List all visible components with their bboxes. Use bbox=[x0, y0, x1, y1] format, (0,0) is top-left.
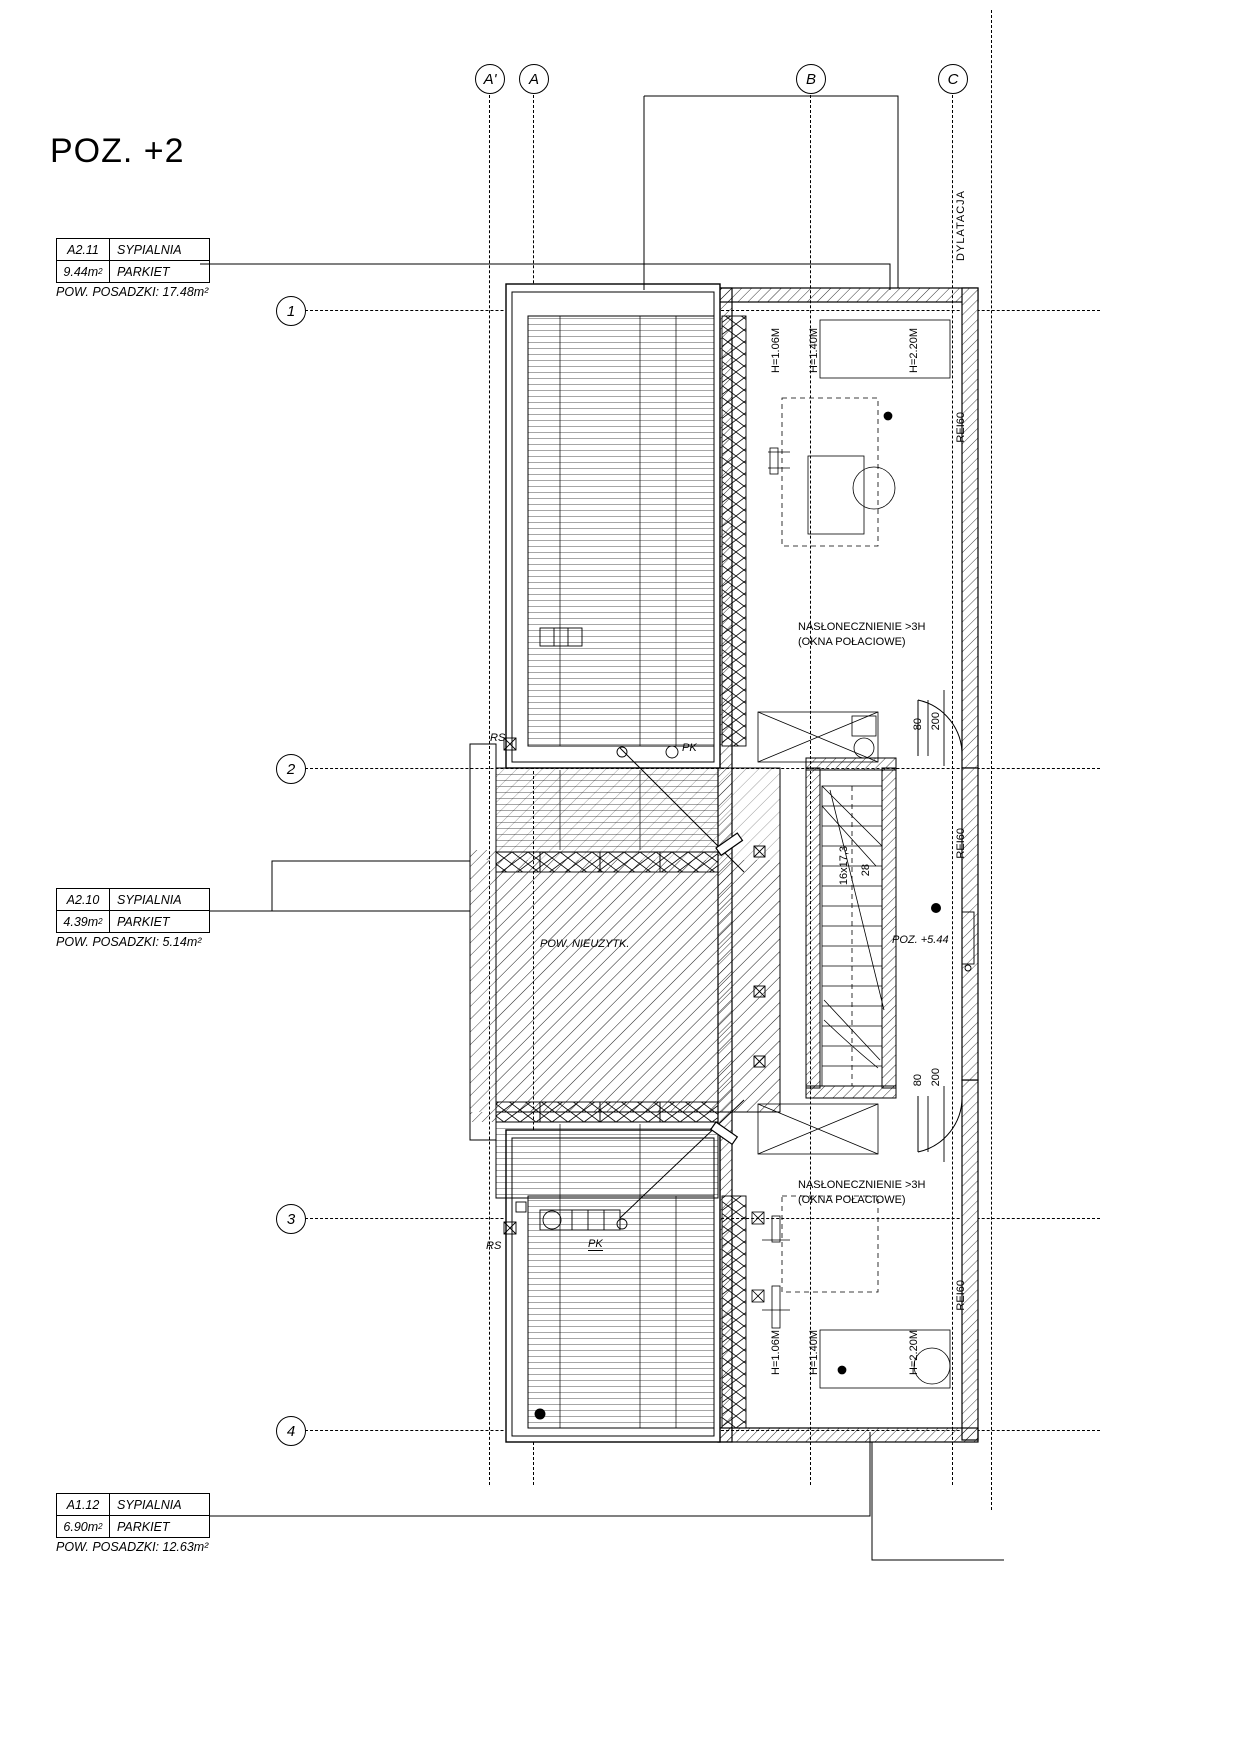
unused-area-label: POW. NIEUZYTK. bbox=[540, 938, 630, 950]
room-area: 6.90 m 2 bbox=[57, 1516, 110, 1537]
room-finish: PARKIET bbox=[117, 1519, 170, 1534]
room-name: SYPIALNIA bbox=[117, 892, 182, 907]
room-finish: PARKIET bbox=[117, 914, 170, 929]
room-floor-note: POW. POSADZKI: 5.14m² bbox=[56, 935, 202, 949]
door-width-top: 80 bbox=[912, 718, 924, 731]
room-finish: PARKIET bbox=[117, 264, 170, 279]
room-code: A2.11 bbox=[57, 239, 110, 260]
grid-bubble-3: 3 bbox=[276, 1204, 306, 1234]
rs-label-bottom: RS bbox=[486, 1240, 502, 1252]
grid-bubble-2: 2 bbox=[276, 754, 306, 784]
sunlight-note-top-line1: NASŁONECZNIENIE >3H bbox=[798, 621, 926, 633]
rei60-label-mid: REI60 bbox=[955, 828, 967, 859]
pk-label-top: PK bbox=[682, 742, 697, 754]
sunlight-note-top bbox=[798, 620, 925, 650]
window-height-h220-bottom: H=2.20M bbox=[908, 1330, 920, 1375]
grid-bubble-C: C bbox=[938, 64, 968, 94]
dylatacja-label: DYLATACJA bbox=[955, 190, 967, 261]
rs-label-top: RS bbox=[490, 732, 506, 744]
window-height-h140-bottom: H=1.40M bbox=[808, 1330, 820, 1375]
sunlight-note-bottom bbox=[798, 1178, 925, 1208]
stair-count-label: 28 bbox=[860, 864, 872, 877]
stair-riser-label: 16x17,3 bbox=[838, 846, 850, 886]
grid-bubble-4: 4 bbox=[276, 1416, 306, 1446]
room-area: 4.39 m 2 bbox=[57, 911, 110, 932]
window-height-h106-bottom: H=1.06M bbox=[770, 1330, 782, 1375]
room-area: 9.44 m 2 bbox=[57, 261, 110, 282]
room-name: SYPIALNIA bbox=[117, 242, 182, 257]
grid-bubble-A-prime: A' bbox=[475, 64, 505, 94]
door-width-bottom: 80 bbox=[912, 1074, 924, 1087]
sunlight-note-bottom-line1: NASŁONECZNIENIE >3H bbox=[798, 1179, 926, 1191]
window-height-h140-top: H=1.40M bbox=[808, 328, 820, 373]
room-code: A1.12 bbox=[57, 1494, 110, 1515]
sunlight-note-top-line2: (OKNA POŁACIOWE) bbox=[798, 636, 906, 648]
door-height-bottom: 200 bbox=[930, 1068, 942, 1087]
window-height-h220-top: H=2.20M bbox=[908, 328, 920, 373]
page-title: POZ. +2 bbox=[50, 132, 185, 170]
room-name: SYPIALNIA bbox=[117, 1497, 182, 1512]
window-height-h106-top: H=1.06M bbox=[770, 328, 782, 373]
sunlight-note-bottom-line2: (OKNA POŁACIOWE) bbox=[798, 1194, 906, 1206]
room-code: A2.10 bbox=[57, 889, 110, 910]
room-floor-note: POW. POSADZKI: 17.48m² bbox=[56, 285, 209, 299]
grid-bubble-B: B bbox=[796, 64, 826, 94]
grid-bubble-A: A bbox=[519, 64, 549, 94]
pk-label-bottom: PK bbox=[588, 1238, 603, 1250]
level-label: POZ. +5.44 bbox=[892, 934, 949, 946]
door-height-top: 200 bbox=[930, 712, 942, 731]
room-floor-note: POW. POSADZKI: 12.63m² bbox=[56, 1540, 209, 1554]
grid-bubble-1: 1 bbox=[276, 296, 306, 326]
rei60-label-bottom: REI60 bbox=[955, 1280, 967, 1311]
rei60-label-top: REI60 bbox=[955, 412, 967, 443]
